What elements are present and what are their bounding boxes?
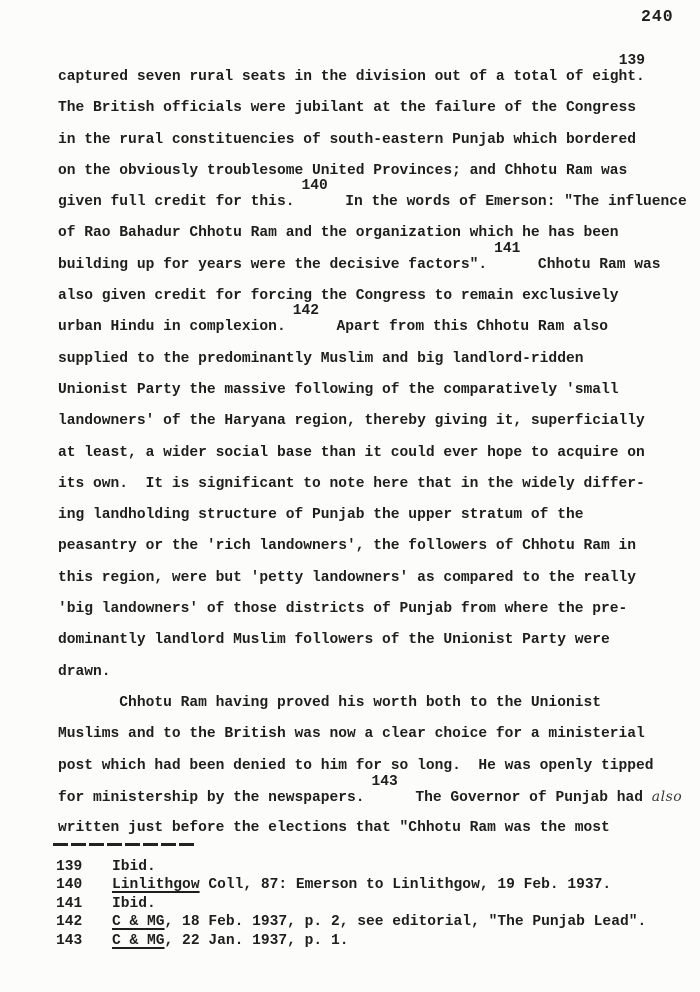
text-segment: Chhotu Ram having proved his worth both to the Unionist: [58, 694, 601, 711]
text-segment: Linlithgow: [112, 877, 200, 894]
text-segment: , 22 Jan. 1937, p. 1.: [164, 932, 349, 949]
text-line: [58, 813, 700, 844]
text-segment: building up for years were the decisive factors".: [58, 256, 488, 273]
text-line: [58, 657, 700, 688]
text-line: [58, 53, 700, 93]
text-segment: this region, were but 'petty landowners' as compared to the really: [58, 569, 637, 586]
footnote-text: [112, 932, 348, 950]
text-line: [58, 303, 700, 343]
text-segment: ing landholding structure of Punjab the upper stratum of the: [58, 507, 584, 524]
text-line: [58, 156, 700, 187]
text-line: [58, 281, 700, 312]
text-segment: written just before the elections that "Chhotu Ram was the most: [58, 820, 610, 837]
footnote-item: [56, 932, 686, 950]
handwritten-insertion: also: [651, 788, 683, 805]
text-line: [58, 178, 700, 218]
text-segment: its own. It is significant to note here that in the widely differ-: [58, 475, 645, 492]
footnote-item: [56, 913, 686, 931]
text-segment: Apart from this Chhotu Ram also: [318, 319, 608, 336]
text-segment: Muslims and to the British was now a clear choice for a ministerial: [58, 726, 645, 743]
footnote-text: [112, 876, 611, 894]
footnote-text: [112, 913, 646, 931]
footnote-ref: 140: [301, 178, 328, 195]
text-segment: drawn.: [58, 663, 111, 680]
text-segment: landowners' of the Haryana region, thereby giving it, superficially: [58, 413, 645, 430]
footnote-item: [56, 895, 686, 913]
text-line: [58, 240, 700, 281]
footnote-number: 139: [56, 859, 83, 875]
page-number: 240: [641, 7, 674, 26]
text-segment: for ministership by the newspapers.: [58, 789, 365, 806]
text-segment: also given credit for forcing the Congress to remain exclusively: [58, 288, 619, 305]
footnote-ref: 141: [494, 240, 521, 257]
text-line: [58, 594, 700, 625]
text-segment: 'big landowners' of those districts of Punjab from where the pre-: [58, 601, 628, 618]
text-line: [58, 469, 700, 500]
text-line: [58, 563, 700, 594]
text-line: [58, 344, 700, 375]
text-segment: urban Hindu in complexion.: [58, 319, 286, 336]
text-line: [58, 406, 700, 437]
footnote-item: [56, 876, 686, 894]
footnote-item: [56, 858, 686, 876]
text-segment: The British officials were jubilant at the failure of the Congress: [58, 100, 637, 117]
text-line: [58, 625, 700, 656]
text-segment: C & MG: [112, 914, 165, 931]
text-segment: of Rao Bahadur Chhotu Ram and the organization which he has been: [58, 225, 619, 242]
footnote-number: 142: [56, 914, 83, 931]
text-line: [58, 218, 700, 249]
text-segment: post which had been denied to him for so long. He was openly tipped: [58, 757, 654, 774]
text-segment: Ibid.: [112, 895, 156, 912]
body-text: [58, 53, 700, 844]
text-line: [58, 719, 700, 750]
text-segment: in the rural constituencies of south-eastern Punjab which bordered: [58, 131, 637, 148]
text-line: [58, 93, 700, 124]
text-segment: , 18 Feb. 1937, p. 2, see editorial, "The Punjab Lead".: [164, 914, 647, 931]
footnote-ref: 142: [292, 303, 319, 320]
text-line: [58, 125, 700, 156]
text-segment: supplied to the predominantly Muslim and big landlord-ridden: [58, 350, 584, 367]
text-segment: peasantry or the 'rich landowners', the followers of Chhotu Ram in: [58, 538, 637, 555]
text-segment: Ibid.: [112, 859, 156, 875]
text-segment: on the obviously troublesome United Provinces; and Chhotu Ram was: [58, 162, 628, 179]
footnote-list: [56, 858, 686, 950]
footnote-number: 140: [56, 877, 83, 894]
footnote-number: 141: [56, 895, 83, 912]
text-segment: Unionist Party the massive following of the comparatively 'small: [58, 381, 619, 398]
text-segment: given full credit for this.: [58, 194, 295, 211]
text-segment: The Governor of Punjab had: [397, 789, 652, 806]
text-segment: dominantly landlord Muslim followers of the Unionist Party were: [58, 632, 610, 649]
text-line: [58, 438, 700, 469]
text-segment: In the words of Emerson: "The influence: [327, 194, 687, 211]
footnote-ref: 143: [371, 773, 398, 790]
footnote-ref: 139: [618, 53, 646, 69]
text-segment: captured seven rural seats in the division out of a total of eight.: [58, 69, 645, 85]
text-line: [58, 688, 700, 719]
text-line: [58, 375, 700, 406]
text-segment: at least, a wider social base than it could ever hope to acquire on: [58, 444, 645, 461]
footnote-number: 143: [56, 932, 83, 949]
text-line: [58, 531, 700, 562]
footnote-text: [112, 858, 156, 876]
footnote-text: [112, 895, 156, 913]
footnote-separator: [53, 843, 197, 846]
text-segment: Chhotu Ram was: [520, 256, 661, 273]
text-segment: C & MG: [112, 932, 165, 949]
text-line: [58, 773, 700, 813]
text-segment: Coll, 87: Emerson to Linlithgow, 19 Feb. 1937.: [199, 877, 612, 894]
text-line: [58, 500, 700, 531]
